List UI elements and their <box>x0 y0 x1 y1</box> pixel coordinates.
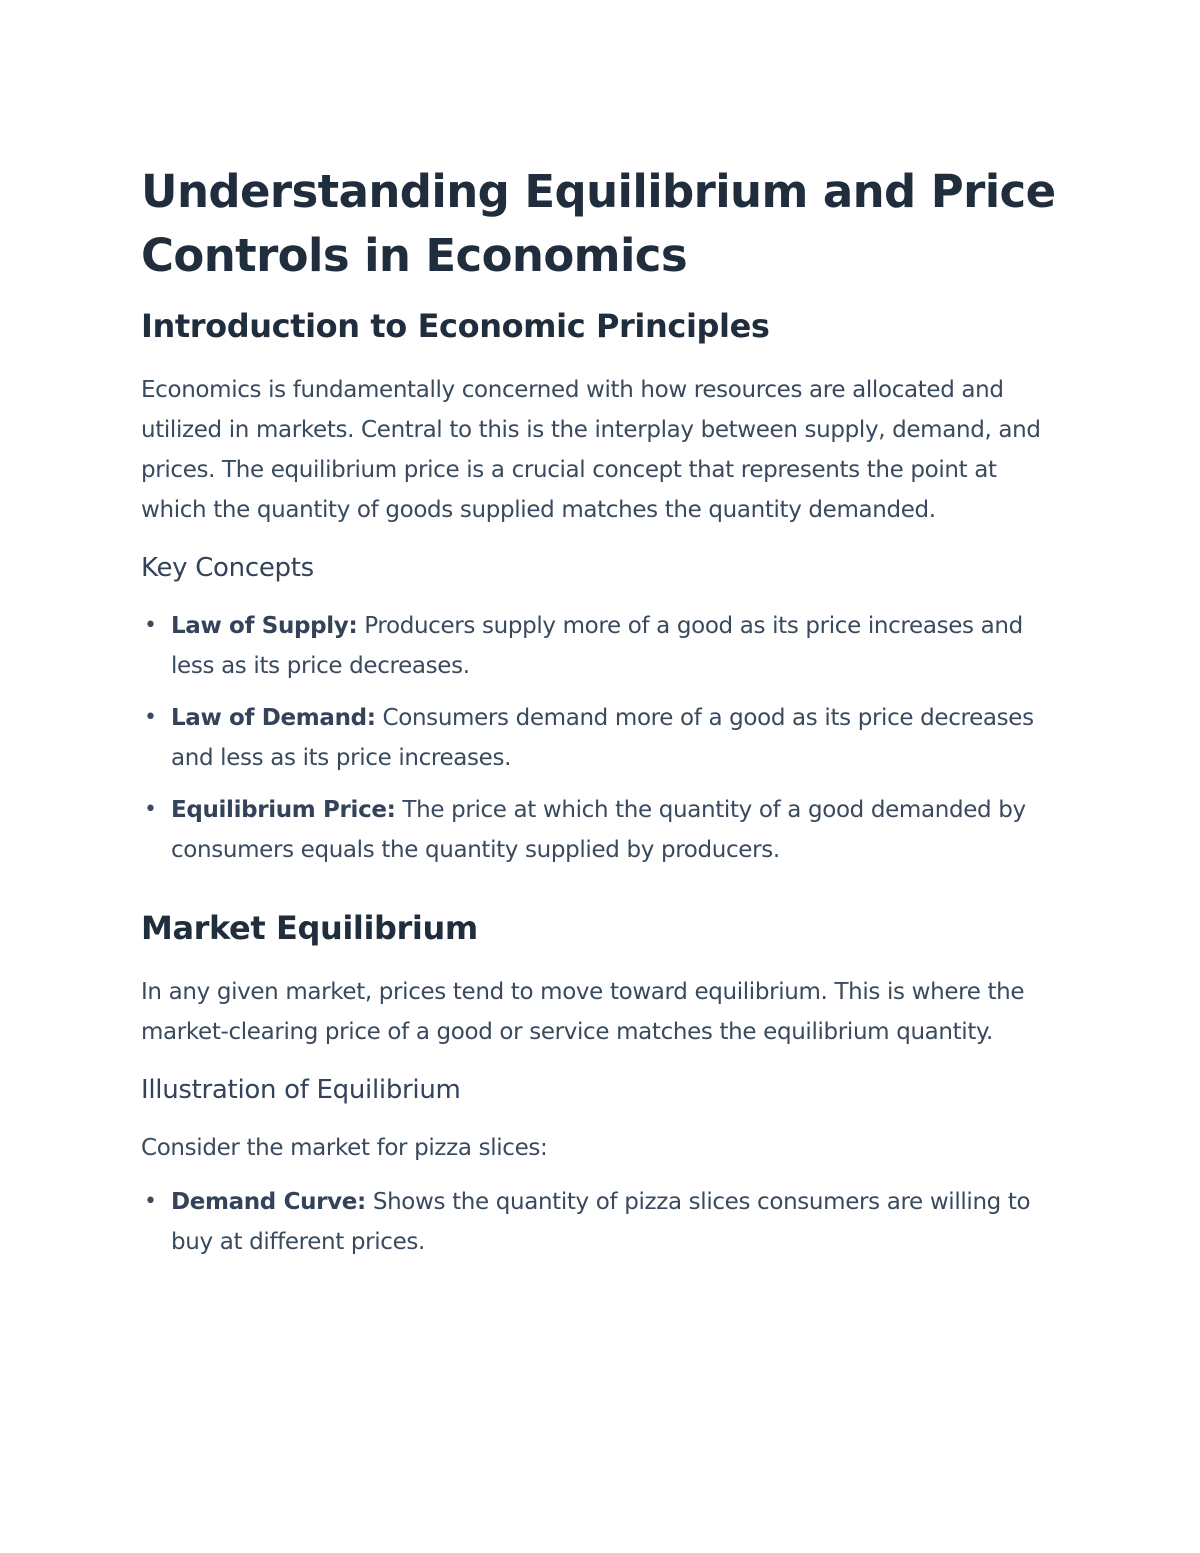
list-item <box>141 698 1061 778</box>
list-item <box>141 606 1061 686</box>
bullet-icon: • <box>144 613 157 638</box>
subsection-heading-illustration: Illustration of Equilibrium <box>141 1075 461 1105</box>
bullet-icon: • <box>144 1189 157 1214</box>
bullet-icon: • <box>144 705 157 730</box>
list-item-text: Producers supply more of a good as its price increases and less as its price decreases. <box>171 613 1023 679</box>
list-item-term: Equilibrium Price: <box>171 797 396 823</box>
list-item <box>141 1182 1061 1262</box>
list-item-text: Consumers demand more of a good as its price decreases and less as its price increases. <box>171 705 1034 771</box>
document-title: Understanding Equilibrium and Price Controls in Economics <box>141 165 1056 282</box>
illustration-list <box>141 1182 1061 1262</box>
list-item-text: The price at which the quantity of a good demanded by consumers equals the quantity supplied by producers. <box>171 797 1026 863</box>
intro-paragraph: Economics is fundamentally concerned with how resources are allocated and utilized in markets. Central to this is the interplay between supply, demand, and prices. The equilibrium price is a crucial concept that represents the point at which the quantity of goods supplied matches the quantity demanded. <box>141 377 1041 523</box>
list-item <box>141 790 1061 870</box>
bullet-icon: • <box>144 797 157 822</box>
list-item-term: Demand Curve: <box>171 1189 366 1215</box>
illustration-intro-paragraph: Consider the market for pizza slices: <box>141 1135 548 1161</box>
section-heading-introduction: Introduction to Economic Principles <box>141 307 770 345</box>
document-page <box>141 160 1061 1262</box>
subsection-heading-key-concepts: Key Concepts <box>141 553 314 583</box>
market-paragraph: In any given market, prices tend to move toward equilibrium. This is where the market-clearing price of a good or service matches the equilibrium quantity. <box>141 979 1025 1045</box>
key-concepts-list <box>141 606 1061 870</box>
list-item-term: Law of Demand: <box>171 705 376 731</box>
list-item-term: Law of Supply: <box>171 613 358 639</box>
section-heading-market-equilibrium: Market Equilibrium <box>141 909 478 947</box>
list-item-text: Shows the quantity of pizza slices consumers are willing to buy at different prices. <box>171 1189 1031 1255</box>
